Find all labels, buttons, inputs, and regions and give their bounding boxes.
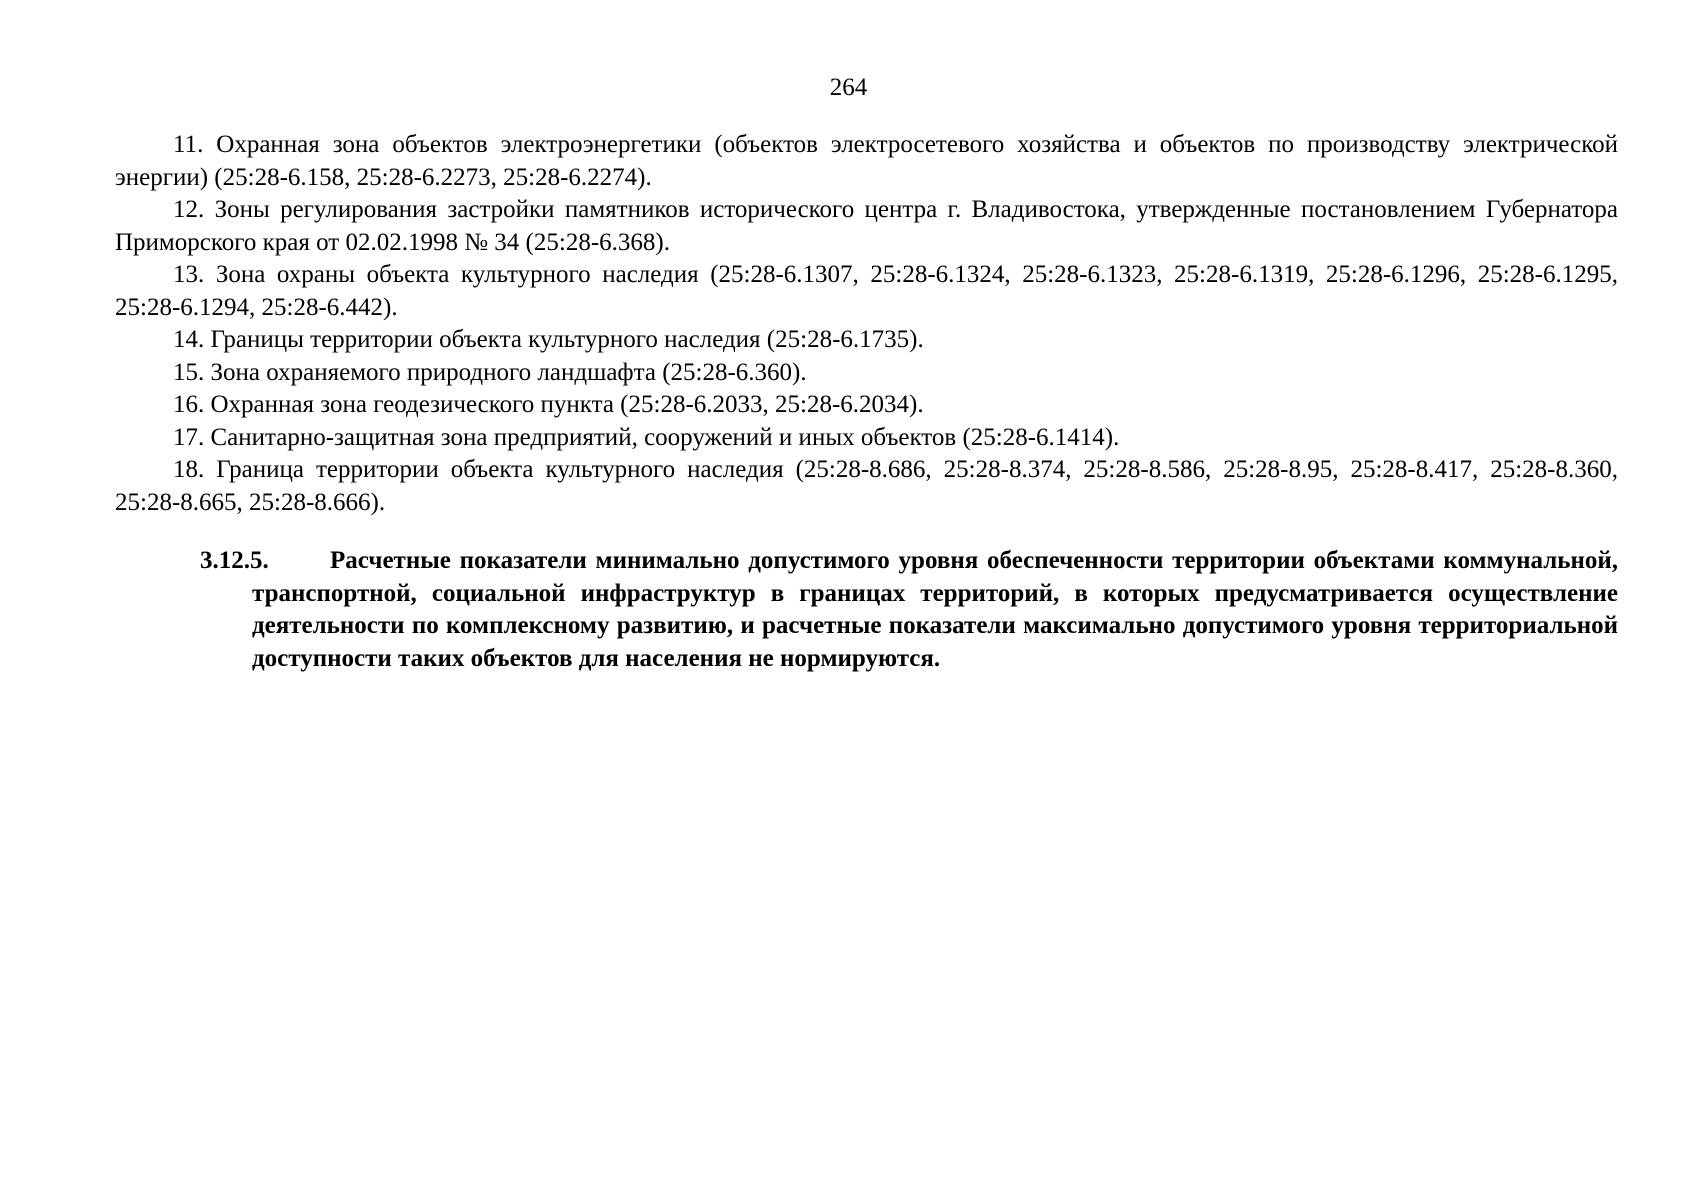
list-item: 14. Границы территории объекта культурного наследия (25:28-6.1735). xyxy=(173,326,924,353)
section-number: 3.12.5. xyxy=(200,547,269,574)
list-item: 17. Санитарно-защитная зона предприятий, сооружений и иных объектов (25:28-6.1414). xyxy=(173,423,1120,451)
list-item: 12. Зоны регулирования застройки памятников исторического центра г. Владивостока, утвержденные постановлением Губернатора Приморского края от 02.02.1998 № 34 (25:28-6.368). xyxy=(115,196,1618,256)
zone-list xyxy=(115,129,1618,519)
list-item: 13. Зона охраны объекта культурного наследия (25:28-6.1307, 25:28-6.1324, 25:28-6.1323, 25:28-6.1319, 25:28-6.1296, 25:28-6.1295, 25:28-6.1294, 25:28-6.442). xyxy=(115,261,1618,321)
section-title: Расчетные показатели минимально допустимого уровня обеспеченности территории объектами коммунальной, транспортной, социальной инфраструктур в границах территорий, в которых предусматривается осуществление деятельности по комплексному развитию, и расчетные показатели максимально допустимого уровня территориальной доступности таких объектов для населения не нормируются. xyxy=(252,547,1618,672)
section-heading xyxy=(200,545,1618,675)
list-item: 11. Охранная зона объектов электроэнергетики (объектов электросетевого хозяйства и объектов по производству электрической энергии) (25:28-6.158, 25:28-6.2273, 25:28-6.2274). xyxy=(115,131,1618,191)
list-item: 16. Охранная зона геодезического пункта (25:28-6.2033, 25:28-6.2034). xyxy=(173,391,924,418)
list-item: 15. Зона охраняемого природного ландшафта (25:28-6.360). xyxy=(173,358,807,386)
list-item: 18. Граница территории объекта культурного наследия (25:28-8.686, 25:28-8.374, 25:28-8.586, 25:28-8.95, 25:28-8.417, 25:28-8.360, 25:28-8.665, 25:28-8.666). xyxy=(115,456,1618,516)
page-number: 264 xyxy=(829,74,868,101)
